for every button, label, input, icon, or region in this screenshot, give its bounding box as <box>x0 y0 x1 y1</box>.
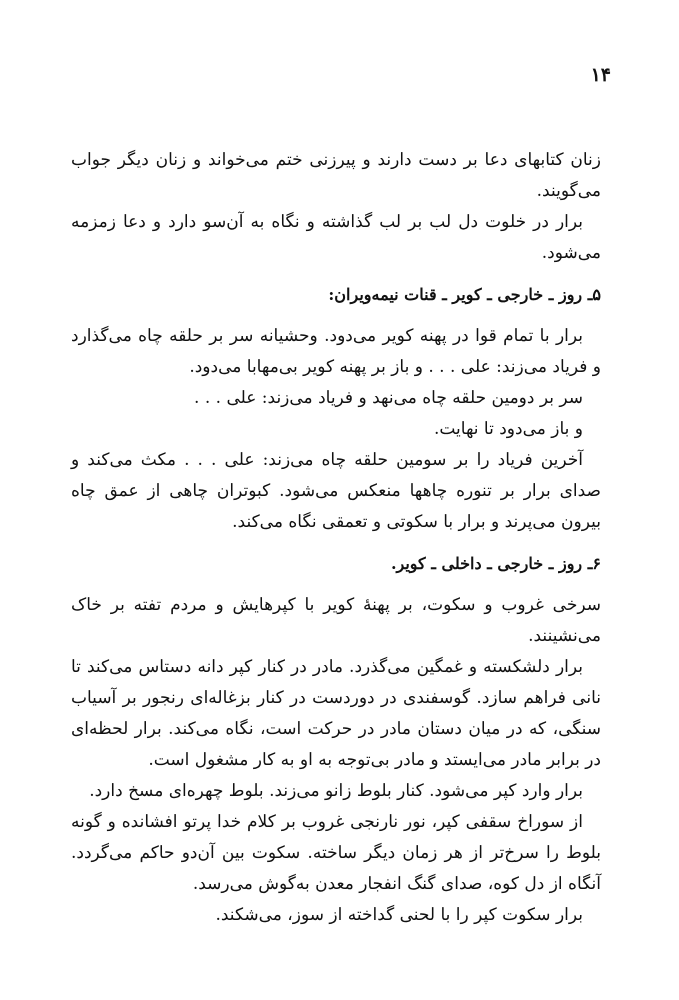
paragraph-last-cry: آخرین فریاد را بر سومین حلقه چاه می‌زند: علی . . . مکث می‌کند و صدای برار بر تنوره چاهها منعکس می‌شود. کبوتران چاهی از عمق چاه بیرون می‌پرند و برار با سکوتی و تعمقی نگاه می‌کند. <box>71 450 601 532</box>
paragraph-mother-grinding: برار دلشکسته و غمگین می‌گذرد. مادر در کنار کپر دانه دستاس می‌کند تا نانی فراهم سازد. گوسفندی در دوردست در کنار بزغاله‌ای رنجور بر آسیاب سنگی، که در میان دستان مادر در حرکت است، نگاه می‌کند. برار لحظه‌ای در برابر مادر می‌ایستد و مادر بی‌توجه به او به کار مشغول است. <box>71 657 601 770</box>
paragraph-second-well: سر بر دومین حلقه چاه می‌نهد و فریاد می‌زند: علی . . . <box>194 388 583 408</box>
scene-heading-5: ۵ـ روز ـ خارجی ـ کویر ـ قنات نیمه‌ویران: <box>328 285 601 304</box>
paragraph-sunset: سرخی غروب و سکوت، بر پهنهٔ کویر با کپرهایش و مردم تفته بر خاک می‌نشینند. <box>71 595 601 646</box>
scene-heading-6: ۶ـ روز ـ خارجی ـ داخلی ـ کویر. <box>390 554 601 573</box>
paragraph-women-prayer: زنان کتابهای دعا بر دست دارند و پیرزنی ختم می‌خواند و زنان دیگر جواب می‌گویند. <box>71 150 601 201</box>
paragraph-runs-again: و باز می‌دود تا نهایت. <box>433 419 583 439</box>
paragraph-barar-whisper: برار در خلوت دل لب بر لب گذاشته و نگاه به آن‌سو دارد و دعا زمزمه می‌شود. <box>71 212 601 263</box>
page-body <box>71 145 601 931</box>
paragraph-breaks-silence: برار سکوت کپر را با لحنی گداخته از سوز، می‌شکند. <box>215 905 583 925</box>
page-number: ۱۴ <box>590 64 611 86</box>
paragraph-enters-hut: برار وارد کپر می‌شود. کنار بلوط زانو می‌زند. بلوط چهره‌ای مسخ دارد. <box>89 781 583 801</box>
paragraph-barar-runs: برار با تمام قوا در پهنه کویر می‌دود. وحشیانه سر بر حلقه چاه می‌گذارد و فریاد می‌زند: علی . . . و باز بر پهنه کویر بی‌مهابا می‌دود. <box>71 326 601 377</box>
paragraph-orange-light: از سوراخ سقفی کپر، نور نارنجی غروب بر کلام خدا پرتو افشانده و گونه بلوط را سرخ‌تر از هر زمان دیگر ساخته. سکوت بین آن‌دو حاکم می‌گردد. آنگاه از دل کوه، صدای گنگ انفجار معدن به‌گوش می‌رسد. <box>71 812 601 894</box>
